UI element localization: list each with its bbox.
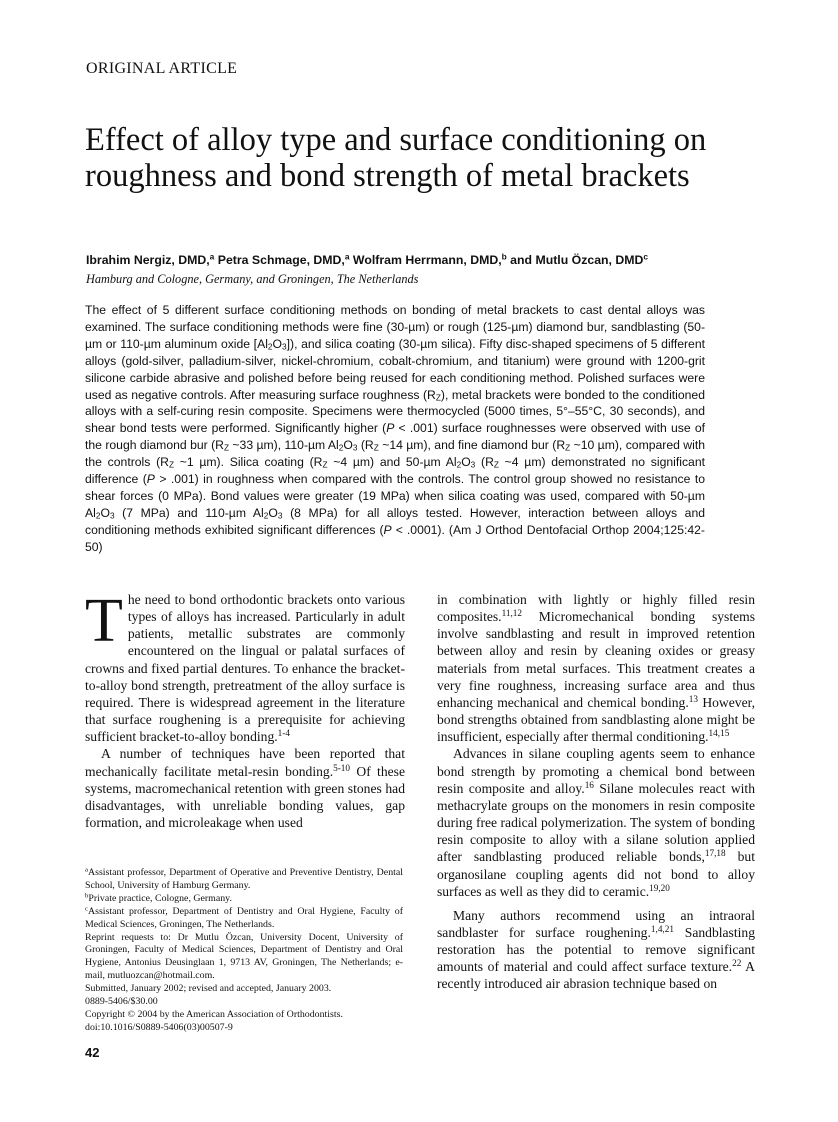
body-paragraph: Advances in silane coupling agents seem to enhance bond strength by promoting a chemical bond between resin composite and alloy.$^{16}$ Silane molecules react with methacrylate groups on the monomers in resin composite during free radical polymerization. The system of bonding resin composite to alloy with a silane solution applied after sandblasting produced reliable bonds,$^{17,18}$ but organosilane coupling agents did not bond to alloy surfaces as well as they did to ceramic.$^{19,20}$	[437, 746, 755, 899]
superscript: 17,18	[704, 848, 726, 859]
superscript: 16	[584, 779, 594, 790]
italic-text: P	[383, 522, 392, 537]
footnote-submission-dates: Submitted, January 2002; revised and accepted, January 2003.	[85, 983, 332, 995]
subscript: 2	[263, 510, 269, 521]
superscript: a	[344, 251, 350, 262]
body-column-left	[85, 587, 405, 831]
subscript: Z	[168, 459, 174, 470]
italic-text: P	[146, 472, 155, 487]
superscript: 13	[688, 693, 698, 704]
subscript: Z	[373, 442, 379, 453]
superscript: c	[643, 251, 649, 262]
abstract: The effect of 5 different surface conditioning methods on bonding of metal brackets to cast dental alloys was examined. The surface conditioning methods were fine (30-µm) or rough (125-µm) diamond bur, sandblasting (50-µm or 110-µm aluminum oxide $[Al_2O_3]$), and silica coating (30-µm silica). Fifty disc-shaped specimens of 5 different alloys (gold-silver, palladium-silver, nickel-chromium, cobalt-chromium, and titanium) were ground with 1200-grit silicone carbide abrasive and polished before being reused for each conditioning method. Polished surfaces were used as negative controls. After measuring surface roughness $(R_Z)$, metal brackets were bonded to the conditioned alloys with a self-curing resin composite. Specimens were thermocycled (5000 times, 5°–55°C, 30 seconds), and shear bond tests were performed. Significantly higher (P < .001) surface roughnesses were observed with use of the rough diamond bur ($R_Z$ ~33 µm), 110-µm $Al_2O_3$ ($R_Z$ ~14 µm), and fine diamond bur ($R_Z$ ~10 µm), compared with the controls ($R_Z$ ~1 µm). Silica coating ($R_Z$ ~4 µm) and 50-µm $Al_2O_3$ ($R_Z$ ~4 µm) demonstrated no significant difference (P > .001) in roughness when compared with the controls. The control group showed no resistance to shear forces (0 MPa). Bond values were greater (19 MPa) when silica coating was used, compared with 50-µm $Al_2O_3$ (7 MPa) and 110-µm $Al_2O_3$ (8 MPa) for all alloys tested. However, interaction between alloys and conditioning methods exhibited significant differences (P < .0001). (Am J Orthod Dentofacial Orthop 2004;125:42-50)	[85, 303, 706, 554]
subscript: 2	[338, 442, 344, 453]
subscript: Z	[565, 442, 571, 453]
footnote-reprint-requests: Reprint requests to: Dr Mutlu Özcan, University Docent, University of Groningen, Faculty of Medical Sciences, Department of Dentistry and Oral Hygiene, Antonius Deusinglaan 1, 9713 AV, Groningen, The Netherlands; e-mail, mutluozcan@hotmail.com.	[85, 931, 403, 982]
superscript: 11,12	[501, 608, 523, 619]
subscript: 2	[95, 510, 101, 521]
body-paragraph: Many authors recommend using an intraoral sandblaster for surface roughening.$^{1,4,21}$ Sandblasting restoration has the potential to remove significant amounts of material and could affect surface texture.$^{22}$ A recently introduced air abrasion technique based on	[437, 907, 756, 992]
subscript: 3	[282, 341, 287, 352]
article-title: Effect of alloy type and surface conditioning on roughness and bond strength of metal brackets	[85, 122, 707, 194]
affiliation: Hamburg and Cologne, Germany, and Groningen, The Netherlands	[86, 272, 419, 286]
body-paragraph: in combination with lightly or highly filled resin composites.$^{11,12}$ Micromechanical bonding systems involve sandblasting and result in improved retention between alloy and resin by cleaning oxides or greasy materials from metal surfaces. This treatment creates a very fine roughness, increasing surface area and thus enhancing mechanical and chemical bonding.$^{13}$ However, bond strengths obtained from sandblasting alone might be insufficient, especially after thermal conditioning.$^{14,15}$	[437, 592, 755, 745]
subscript: Z	[223, 442, 230, 453]
subscript: 3	[352, 442, 358, 453]
superscript: 14,15	[708, 728, 730, 739]
superscript: b	[501, 251, 507, 262]
footnote-affiliation-b: $^b$Private practice, Cologne, Germany.	[85, 892, 232, 904]
footnotes	[85, 867, 403, 1035]
subscript: 2	[267, 341, 273, 352]
author-list: Ibrahim Nergiz, DMD,$^a$ Petra Schmage, DMD,$^a$ Wolfram Herrmann, DMD,$^b$ and Mutlu Özcan, DMD$^c$	[86, 251, 649, 267]
italic-text: P	[386, 421, 395, 436]
subscript: Z	[435, 392, 441, 403]
superscript: 1,4,21	[650, 923, 674, 934]
footnote-copyright: Copyright © 2004 by the American Association of Orthodontists.	[85, 1008, 343, 1020]
subscript: 3	[470, 459, 476, 470]
superscript: 1-4	[277, 728, 290, 739]
superscript: 22	[732, 958, 742, 969]
subscript: 3	[277, 510, 283, 521]
subscript: Z	[493, 459, 499, 470]
subscript: Z	[322, 459, 328, 470]
superscript: b	[85, 892, 89, 900]
footnote-affiliation-a: $^a$Assistant professor, Department of Operative and Preventive Dentistry, Dental School, University of Hamburg Germany.	[85, 866, 403, 891]
footnote-issn-price: 0889-5406/$30.00	[85, 996, 158, 1008]
body-column-right	[437, 591, 755, 993]
superscript: a	[85, 866, 88, 874]
section-label: ORIGINAL ARTICLE	[86, 60, 238, 77]
footnote-affiliation-c: $^c$Assistant professor, Department of Dentistry and Oral Hygiene, Faculty of Medical Sciences, Groningen, The Netherlands.	[85, 905, 403, 930]
body-paragraph	[85, 587, 405, 745]
superscript: 5-10	[333, 762, 351, 773]
body-paragraph: A number of techniques have been reported that mechanically facilitate metal-resin bonding.$^{5-10}$ Of these systems, macromechanical retention with green stones had disadvantages, with unreliable bonding values, gap formation, and microleakage when used	[85, 746, 405, 831]
superscript: a	[209, 251, 215, 262]
subscript: 3	[109, 510, 115, 521]
subscript: 2	[456, 459, 462, 470]
superscript: 19,20	[649, 882, 670, 893]
footnote-doi: doi:10.1016/S0889-5406(03)00507-9	[85, 1021, 233, 1033]
page-number: 42	[85, 1045, 100, 1060]
drop-cap: T	[85, 587, 123, 655]
paragraph-text: he need to bond orthodontic brackets onto various types of alloys has increased. Particularly in adult patients, metallic substrates are commonly encountered on the lingual or palatal surfaces of crowns and fixed partial dentures. To enhance the bracket-to-alloy bond strength, pretreatment of the alloy surface is required. There is widespread agreement in the literature that surface roughening is a prerequisite for achieving sufficient bracket-to-alloy bonding.$^{1-4}$	[85, 592, 405, 745]
superscript: c	[85, 905, 88, 913]
